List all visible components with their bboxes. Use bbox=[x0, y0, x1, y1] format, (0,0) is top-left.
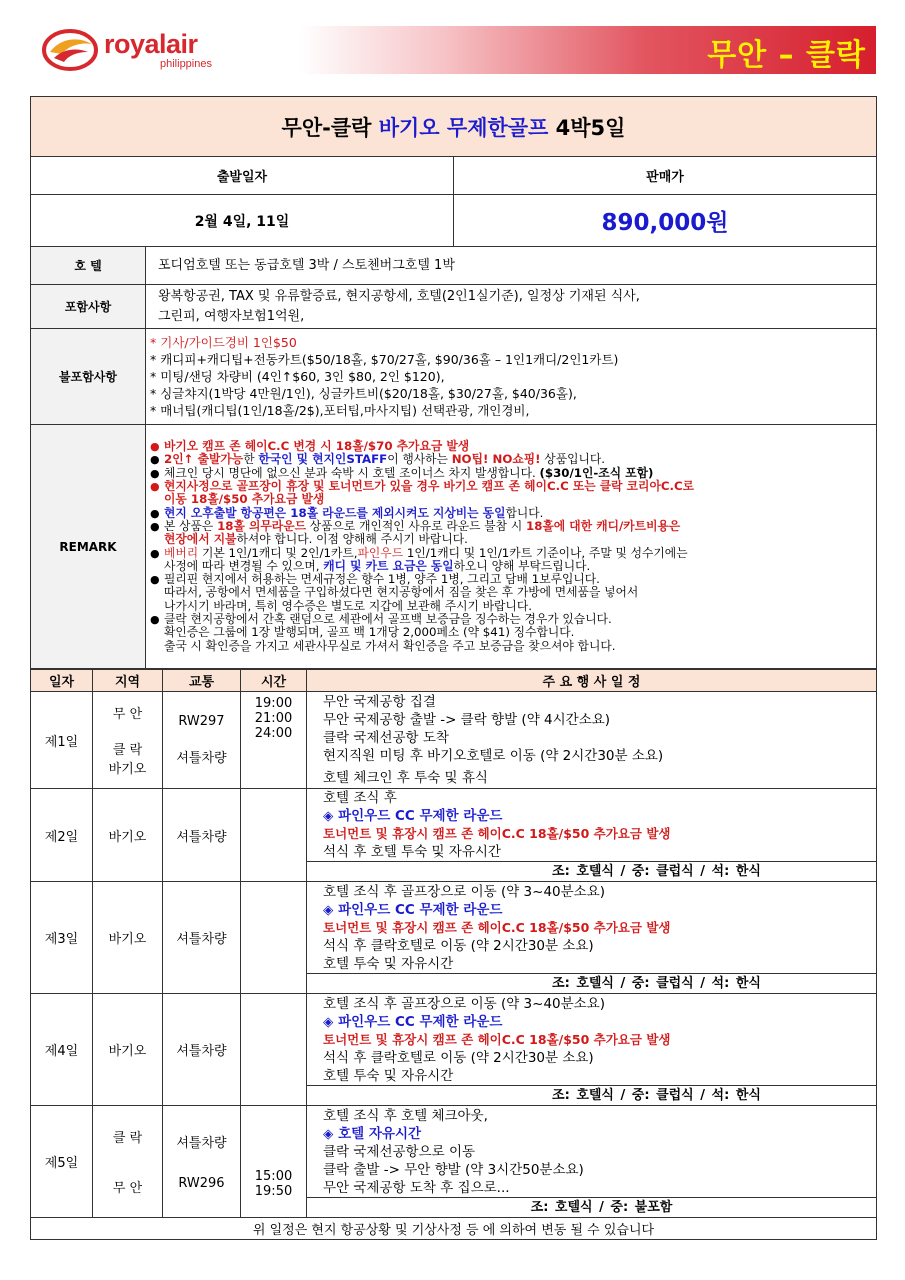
schedule-cell bbox=[307, 789, 877, 882]
schedule-line: 호텔 조식 후 골프장으로 이동 (약 3~40분소요) bbox=[323, 995, 606, 1012]
col-transport: 교통 bbox=[163, 670, 241, 692]
title-duration: 4박5일 bbox=[555, 115, 626, 140]
day-label: 제5일 bbox=[31, 1106, 93, 1218]
remark-item: ● 현지사정으로 골프장이 휴장 및 토너먼트가 있을 경우 바기오 캠프 존 헤이C.C 또는 클락 코리아C.C로 bbox=[150, 480, 872, 493]
hotel-label: 호 텔 bbox=[31, 247, 146, 285]
schedule-cell bbox=[307, 1106, 877, 1218]
time-cell bbox=[241, 882, 307, 994]
col-day: 일자 bbox=[31, 670, 93, 692]
schedule-line: 석식 후 호텔 투숙 및 자유시간 bbox=[323, 844, 501, 860]
route-banner bbox=[300, 26, 876, 74]
itinerary-row-day5 bbox=[31, 1106, 877, 1218]
remark-item: ● 클락 현지공항에서 간혹 랜덤으로 세관에서 골프백 보증금을 징수하는 경우가 있습니다. bbox=[150, 613, 872, 626]
remark-label: REMARK bbox=[31, 425, 146, 669]
itinerary-row-day2 bbox=[31, 789, 877, 882]
excluded-label: 불포함사항 bbox=[31, 329, 146, 425]
remark-item: ● 현지 오후출발 항공편은 18홀 라운드를 제외시켜도 지상비는 동일합니다. bbox=[150, 507, 872, 520]
region-cell: 바기오 bbox=[93, 789, 163, 882]
schedule-cell bbox=[307, 692, 877, 789]
remark-item-cont: 출국 시 확인증을 가지고 세관사무실로 가셔서 확인증을 주고 보증금을 찾으셔야 합니다. bbox=[164, 638, 616, 653]
remark-item: ● 필리핀 현지에서 허용하는 면세규정은 향수 1병, 양주 1병, 그리고 담배 1보루입니다. bbox=[150, 573, 872, 586]
schedule-disclaimer: 위 일정은 현지 항공상황 및 기상사정 등 에 의하여 변동 될 수 있습니다 bbox=[31, 1218, 877, 1240]
col-region: 지역 bbox=[93, 670, 163, 692]
remark-item: ● 베버리 기본 1인/1캐디 및 2인/1카트,파인우드 1인/1캐디 및 1인/1카트 기준이나, 주말 및 성수기에는 bbox=[150, 547, 872, 560]
remark-item-cont: 나가시기 바라며, 특히 영수증은 별도로 지갑에 보관해 주시기 바랍니다. bbox=[164, 598, 532, 613]
remark-item: ● 2인↑ 출발가능한 한국인 및 현지인STAFF이 행사하는 NO팁! NO쇼핑! 상품입니다. bbox=[150, 453, 872, 466]
title-route: 무안-클락 bbox=[281, 115, 372, 140]
price-value: 890,000원 bbox=[454, 195, 877, 247]
schedule-line: 무안 국제공항 집결 bbox=[323, 694, 436, 710]
remark-item-cont: 따라서, 공항에서 면세품을 구입하셨다면 현지공항에서 짐을 찾은 후 가방에 면세품을 넣어서 bbox=[164, 585, 639, 600]
time-cell: 19:00 21:00 24:00 bbox=[241, 692, 307, 789]
region-cell: 바기오 bbox=[93, 994, 163, 1106]
date-label: 출발일자 bbox=[31, 157, 454, 195]
schedule-notice: 토너먼트 및 휴장시 캠프 존 헤이C.C 18홀/$50 추가요금 발생 bbox=[323, 826, 671, 841]
schedule-line: 호텔 조식 후 골프장으로 이동 (약 3~40분소요) bbox=[323, 883, 606, 900]
page-header bbox=[30, 18, 876, 80]
meal-info: 조: 호텔식 / 중: 클럽식 / 석: 한식 bbox=[307, 1085, 876, 1105]
schedule-cell bbox=[307, 882, 877, 994]
excluded-line: * 미팅/샌딩 차량비 (4인↑$60, 3인 $80, 2인 $120), bbox=[150, 369, 445, 384]
phoenix-logo-icon bbox=[42, 28, 98, 72]
day-label: 제2일 bbox=[31, 789, 93, 882]
title-product: 바기오 무제한골프 bbox=[378, 115, 549, 140]
col-schedule: 주 요 행 사 일 정 bbox=[307, 670, 877, 692]
remark-item-cont: 사정에 따라 변경될 수 있으며, 캐디 및 카트 요금은 동일하오니 양해 부탁드립니다. bbox=[164, 558, 591, 573]
itinerary-row-day1 bbox=[31, 692, 877, 789]
tour-sheet bbox=[30, 96, 876, 1240]
schedule-line: 무안 국제공항 도착 후 집으로... bbox=[323, 1179, 510, 1196]
schedule-line: 호텔 조식 후 호텔 체크아웃, bbox=[323, 1107, 488, 1124]
schedule-notice: 토너먼트 및 휴장시 캠프 존 헤이C.C 18홀/$50 추가요금 발생 bbox=[323, 1031, 671, 1047]
transport-cell: 셔틀차량 RW296 bbox=[163, 1106, 241, 1218]
summary-table bbox=[30, 96, 877, 669]
tour-title bbox=[31, 97, 877, 157]
remark-content bbox=[146, 425, 877, 669]
logo-subtitle: philippines bbox=[160, 58, 212, 70]
royalair-logo bbox=[42, 28, 212, 72]
day-label: 제1일 bbox=[31, 692, 93, 789]
transport-cell: 셔틀차량 bbox=[163, 994, 241, 1106]
logo-wordmark: royalair bbox=[104, 29, 198, 59]
schedule-highlight: ◈ 파인우드 CC 무제한 라운드 bbox=[323, 808, 503, 824]
schedule-line: 현지직원 미팅 후 바기오호텔로 이동 (약 2시간30분 소요) bbox=[323, 748, 664, 764]
schedule-line: 호텔 체크인 후 투숙 및 휴식 bbox=[323, 770, 488, 786]
remark-item: ● 체크인 당시 명단에 없으신 분과 숙박 시 호텔 조이너스 차지 발생합니다. ($30/1인-조식 포함) bbox=[150, 467, 872, 480]
excluded-value bbox=[146, 329, 877, 425]
schedule-line: 무안 국제공항 출발 -> 클락 향발 (약 4시간소요) bbox=[323, 712, 611, 728]
schedule-line: 호텔 조식 후 bbox=[323, 790, 397, 806]
schedule-cell bbox=[307, 994, 877, 1106]
day-label: 제3일 bbox=[31, 882, 93, 994]
meal-info: 조: 호텔식 / 중: 불포함 bbox=[307, 1197, 876, 1217]
schedule-line: 클락 국제선공항 도착 bbox=[323, 730, 449, 746]
schedule-highlight: ◈ 파인우드 CC 무제한 라운드 bbox=[323, 1013, 503, 1030]
time-cell: 15:00 19:50 bbox=[241, 1106, 307, 1218]
departure-dates: 2월 4일, 11일 bbox=[31, 195, 454, 247]
included-line: 왕복항공권, TAX 및 유류할증료, 현지공항세, 호텔(2인1실기준), 일정상 기재된 식사, bbox=[158, 288, 640, 304]
itinerary-row-day4 bbox=[31, 994, 877, 1106]
excluded-line: * 기사/가이드경비 1인$50 bbox=[150, 335, 297, 350]
schedule-line: 호텔 투숙 및 자유시간 bbox=[323, 955, 454, 972]
remark-item-cont: 확인증은 그룹에 1장 발행되며, 골프 백 1개당 2,000페소 (약 $41) 징수합니다. bbox=[164, 625, 575, 640]
hotel-value: 포디엄호텔 또는 동급호텔 3박 / 스토첸버그호텔 1박 bbox=[146, 247, 877, 285]
time-cell bbox=[241, 994, 307, 1106]
remark-item: ● 바기오 캠프 존 헤이C.C 변경 시 18홀/$70 추가요금 발생 bbox=[150, 440, 872, 453]
schedule-line: 석식 후 클락호텔로 이동 (약 2시간30분 소요) bbox=[323, 1049, 594, 1066]
region-cell: 바기오 bbox=[93, 882, 163, 994]
included-line: 그린피, 여행자보험1억원, bbox=[158, 308, 305, 324]
meal-info: 조: 호텔식 / 중: 클럽식 / 석: 한식 bbox=[307, 861, 876, 881]
included-label: 포함사항 bbox=[31, 285, 146, 329]
transport-cell: 셔틀차량 bbox=[163, 882, 241, 994]
region-cell: 클 락 무 안 bbox=[93, 1106, 163, 1218]
remark-item-cont: 이동 18홀/$50 추가요금 발생 bbox=[164, 492, 325, 507]
excluded-line: * 싱글챠지(1박당 4만원/1인), 싱글카트비($20/18홀, $30/27홀, $40/36홀), bbox=[150, 386, 577, 401]
transport-cell: RW297 셔틀차량 bbox=[163, 692, 241, 789]
schedule-highlight: ◈ 파인우드 CC 무제한 라운드 bbox=[323, 901, 503, 918]
schedule-highlight: ◈ 호텔 자유시간 bbox=[323, 1125, 422, 1142]
schedule-line: 석식 후 클락호텔로 이동 (약 2시간30분 소요) bbox=[323, 937, 594, 954]
region-cell: 무 안 클 락 바기오 bbox=[93, 692, 163, 789]
remark-item: ● 본 상품은 18홀 의무라운드 상품으로 개인적인 사유로 라운드 불참 시 18홀에 대한 캐디/카트비용은 bbox=[150, 520, 872, 533]
itinerary-header bbox=[31, 670, 877, 692]
schedule-line: 클락 출발 -> 무안 향발 (약 3시간50분소요) bbox=[323, 1161, 584, 1178]
schedule-line: 클락 국제선공항으로 이동 bbox=[323, 1143, 476, 1160]
excluded-line: * 캐디피+캐디팁+전동카트($50/18홀, $70/27홀, $90/36홀 – 1인1캐디/2인1카트) bbox=[150, 352, 619, 367]
day-label: 제4일 bbox=[31, 994, 93, 1106]
meal-info: 조: 호텔식 / 중: 클럽식 / 석: 한식 bbox=[307, 973, 876, 993]
schedule-line: 호텔 투숙 및 자유시간 bbox=[323, 1067, 454, 1084]
time-cell bbox=[241, 789, 307, 882]
schedule-notice: 토너먼트 및 휴장시 캠프 존 헤이C.C 18홀/$50 추가요금 발생 bbox=[323, 919, 671, 935]
excluded-line: * 매너팁(캐디팁(1인/18홀/2$),포터팁,마사지팁) 선택관광, 개인경비, bbox=[150, 403, 530, 418]
included-value bbox=[146, 285, 877, 329]
price-label: 판매가 bbox=[454, 157, 877, 195]
remark-item-cont: 현장에서 지불하셔야 합니다. 이점 양해해 주시기 바랍니다. bbox=[164, 532, 468, 547]
transport-cell: 셔틀차량 bbox=[163, 789, 241, 882]
itinerary-table bbox=[30, 669, 877, 1240]
route-title: 무안 – 클락 bbox=[707, 38, 866, 73]
itinerary-row-day3 bbox=[31, 882, 877, 994]
col-time: 시간 bbox=[241, 670, 307, 692]
